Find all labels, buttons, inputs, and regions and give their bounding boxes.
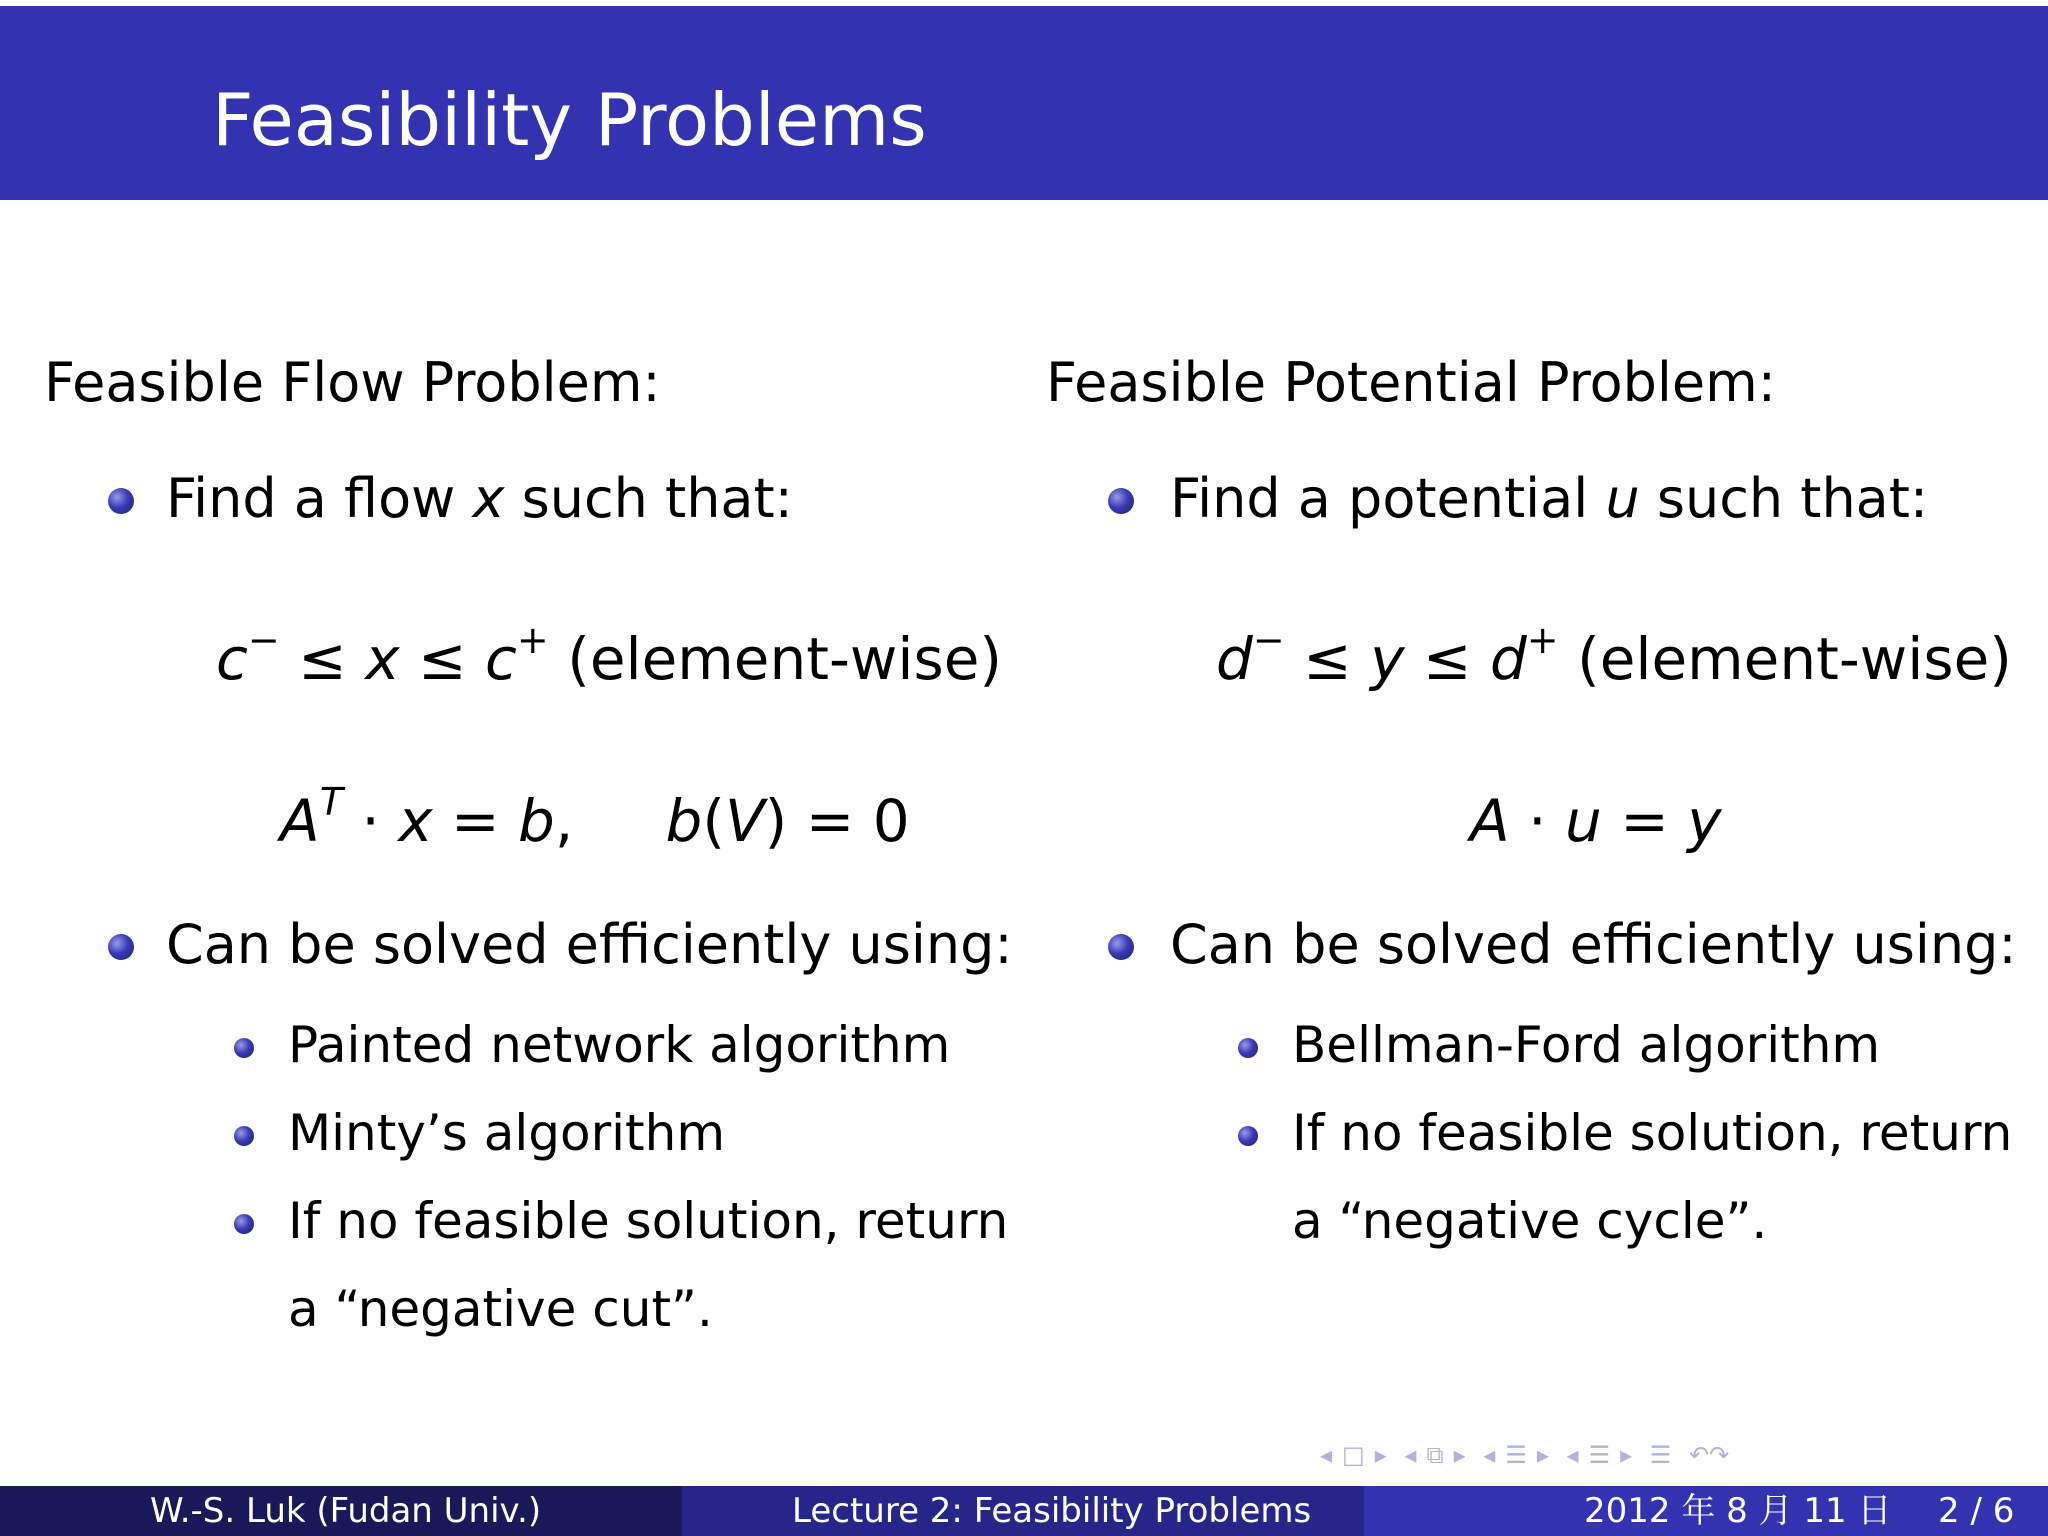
left-heading: Feasible Flow Problem: <box>44 351 661 414</box>
section-icon[interactable]: ☰ <box>1505 1441 1527 1469</box>
left-bullet-solved: Can be solved efficiently using: <box>166 913 1013 976</box>
part-prev-icon[interactable]: ◂ <box>1566 1441 1579 1469</box>
bullet-icon <box>108 934 134 960</box>
left-formula-bounds: c− ≤ x ≤ c+ (element-wise) <box>216 618 1003 693</box>
frame-next-icon[interactable]: ▸ <box>1374 1441 1387 1469</box>
sub-bullet-icon <box>1238 1038 1258 1058</box>
right-sub-item: If no feasible solution, return <box>1292 1104 2013 1162</box>
right-bullet-find: Find a potential u such that: <box>1170 467 1929 530</box>
right-sub-item: Bellman-Ford algorithm <box>1292 1016 1881 1074</box>
bullet-icon <box>108 488 134 514</box>
frame-prev-icon[interactable]: ◂ <box>1320 1441 1333 1469</box>
footer-date-segment <box>1364 1486 2048 1536</box>
bullet-icon <box>1108 934 1134 960</box>
footer-author-segment <box>0 1486 682 1536</box>
sub-bullet-icon <box>234 1126 254 1146</box>
search-back-forward-icon[interactable]: ↶↷ <box>1688 1441 1730 1469</box>
footer-lecture-segment <box>682 1486 1364 1536</box>
bullet-icon <box>1108 488 1134 514</box>
right-formula-potential: A · u = y <box>1470 787 1722 855</box>
section-prev-icon[interactable]: ◂ <box>1483 1441 1496 1469</box>
title-bar <box>0 6 2048 200</box>
slide-title: Feasibility Problems <box>212 78 927 162</box>
section-next-icon[interactable]: ▸ <box>1536 1441 1549 1469</box>
sub-bullet-icon <box>1238 1126 1258 1146</box>
footer-lecture: Lecture 2: Feasibility Problems <box>792 1491 1312 1531</box>
footer-author: W.-S. Luk (Fudan Univ.) <box>150 1491 542 1531</box>
left-bullet-find: Find a flow x such that: <box>166 467 793 530</box>
left-sub-item-continued: a “negative cut”. <box>288 1280 713 1338</box>
left-sub-item: Painted network algorithm <box>288 1016 951 1074</box>
subsection-icon[interactable]: ⧉ <box>1426 1441 1444 1469</box>
document-icon[interactable]: ☰ <box>1649 1441 1672 1469</box>
footer-date: 2012 年 8 月 11 日 <box>1584 1491 1892 1531</box>
right-heading: Feasible Potential Problem: <box>1046 351 1776 414</box>
footer-page-number: 2 / 6 <box>1938 1491 2015 1531</box>
sub-bullet-icon <box>234 1038 254 1058</box>
part-icon[interactable]: ☰ <box>1588 1441 1611 1469</box>
left-sub-item: If no feasible solution, return <box>288 1192 1009 1250</box>
part-next-icon[interactable]: ▸ <box>1620 1441 1633 1469</box>
subsection-prev-icon[interactable]: ◂ <box>1404 1441 1417 1469</box>
right-bullet-solved: Can be solved efficiently using: <box>1170 913 2017 976</box>
navigation-bar <box>1320 1440 2040 1470</box>
sub-bullet-icon <box>234 1214 254 1234</box>
right-sub-item-continued: a “negative cycle”. <box>1292 1192 1768 1250</box>
left-formula-conservation: $A^T \cdot x = b$, b(V) = 0 <box>280 780 910 855</box>
subsection-next-icon[interactable]: ▸ <box>1453 1441 1466 1469</box>
right-formula-bounds: d− ≤ y ≤ d+ (element-wise) <box>1216 618 2012 693</box>
frame-icon[interactable]: □ <box>1342 1441 1365 1469</box>
left-sub-item: Minty’s algorithm <box>288 1104 726 1162</box>
